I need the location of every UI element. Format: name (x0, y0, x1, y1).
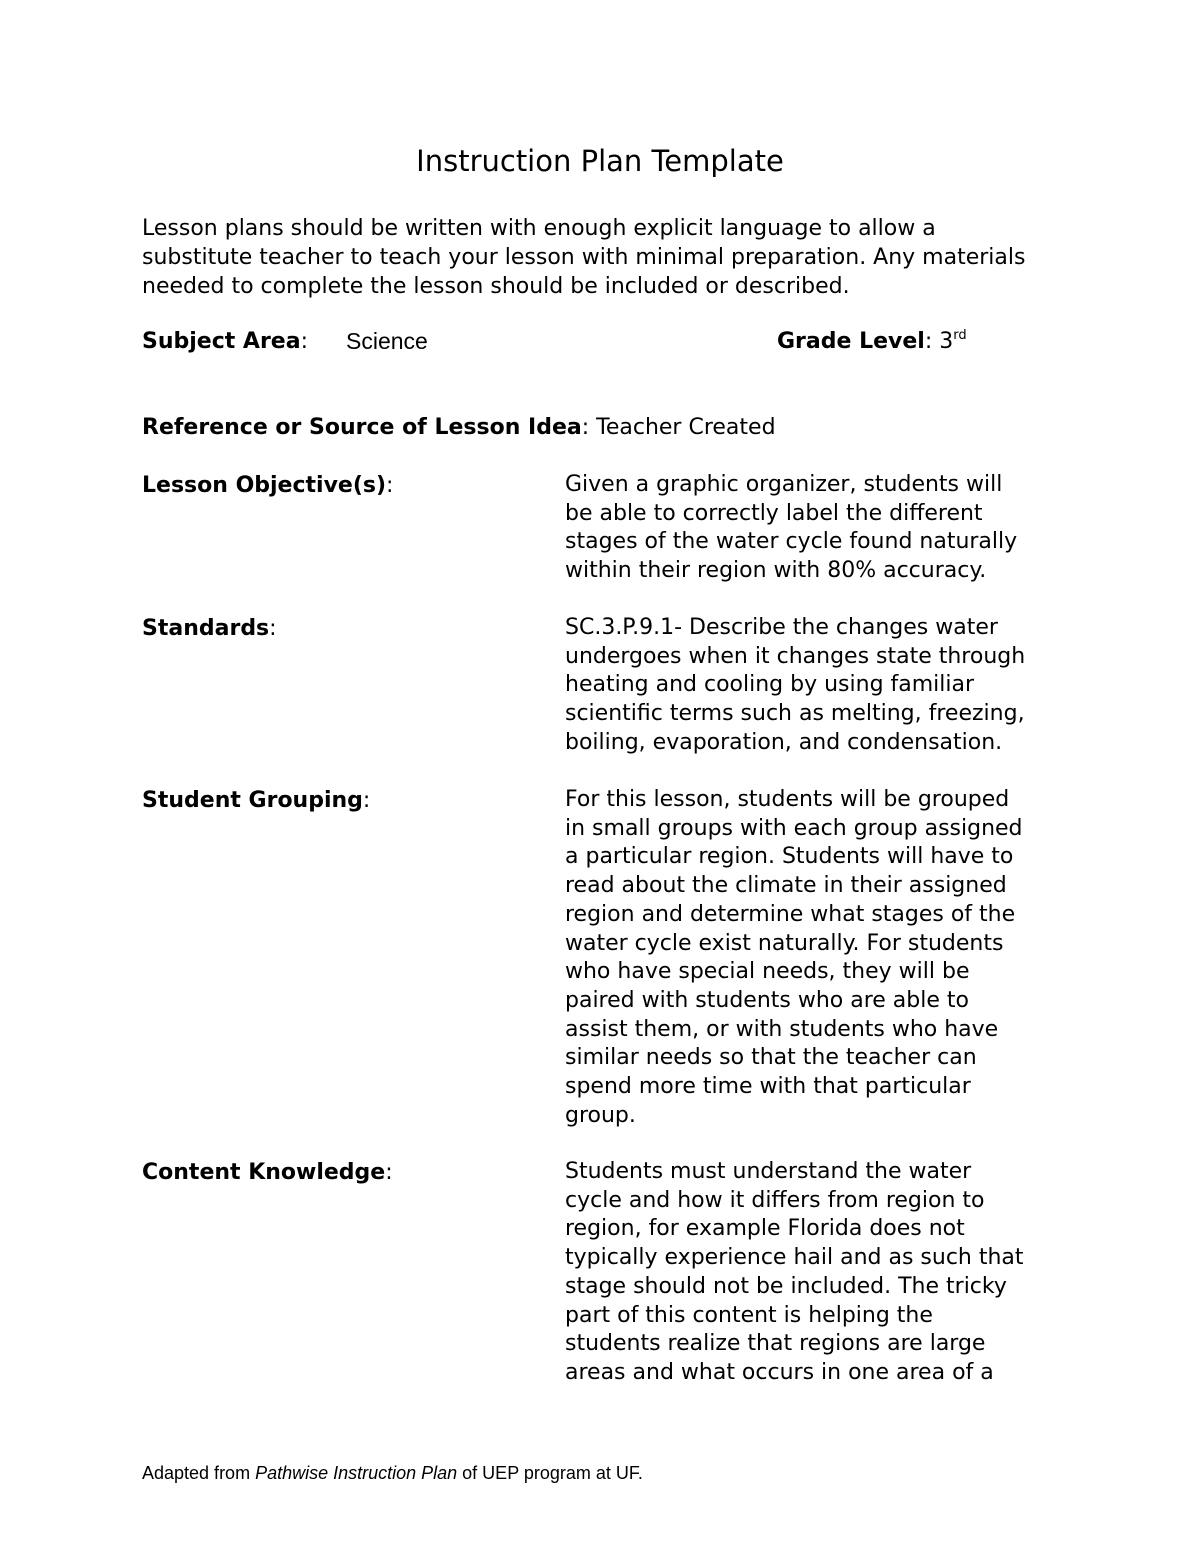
document-title: Instruction Plan Template (416, 144, 784, 178)
footer-note (142, 1461, 643, 1485)
objective-value: Given a graphic organizer, students will be able to correctly label the different stages of the water cycle found naturally within their region with 80% accuracy. (565, 472, 1018, 584)
grade-level-ordinal: rd (953, 328, 967, 343)
reference-value: Teacher Created (596, 415, 776, 440)
footer-prefix: Adapted from (142, 1463, 256, 1483)
grouping-label: Student Grouping (142, 788, 363, 813)
footer-italic-title: Pathwise Instruction Plan (255, 1463, 458, 1483)
reference-row (142, 413, 776, 442)
reference-separator: : (581, 415, 597, 440)
grouping-label-row (142, 786, 370, 815)
subject-area-label: Subject Area (142, 329, 301, 354)
content-knowledge-separator: : (385, 1160, 393, 1185)
standards-label-row (142, 614, 277, 643)
objective-label-row (142, 471, 393, 500)
standards-label: Standards (142, 616, 270, 641)
reference-label: Reference or Source of Lesson Idea (142, 415, 582, 440)
grade-level-label: Grade Level (777, 329, 925, 354)
standards-separator: : (269, 616, 277, 641)
content-knowledge-value: Students must understand the water cycle and how it differs from region to region, for example Florida does not typically experience hail and as such that stage should not be included. The tricky part of this content is helping the students realize that regions are large areas and what occurs in one area of a (565, 1159, 1024, 1385)
standards-value: SC.3.P.9.1- Describe the changes water undergoes when it changes state through heating and cooling by using familiar scientific terms such as melting, freezing, boiling, evaporation, and condensation. (565, 615, 1026, 755)
grade-level-value: 3 (939, 329, 954, 354)
grade-level-separator: : (924, 329, 940, 354)
grouping-value: For this lesson, students will be grouped in small groups with each group assigned a particular region. Students will have to read about the climate in their assigned region and determine what stages of the water cycle exist naturally. For students who have special needs, they will be paired with students who are able to assist them, or with students who have similar needs so that the teacher can spend more time with that particular group. (565, 787, 1023, 1128)
grade-level-row (777, 327, 967, 356)
grouping-separator: : (362, 788, 371, 813)
objective-label: Lesson Objective(s) (142, 473, 387, 498)
subject-area-value: Science (346, 328, 428, 354)
footer-suffix: of UEP program at UF. (457, 1463, 643, 1483)
subject-area-row (142, 327, 308, 356)
content-knowledge-label-row (142, 1158, 393, 1187)
subject-area-separator: : (300, 329, 308, 354)
objective-separator: : (386, 473, 394, 498)
content-knowledge-label: Content Knowledge (142, 1160, 386, 1185)
intro-paragraph: Lesson plans should be written with enough explicit language to allow a substitute teacher to teach your lesson with minimal preparation. Any materials needed to complete the lesson should be included or described. (142, 216, 1026, 299)
